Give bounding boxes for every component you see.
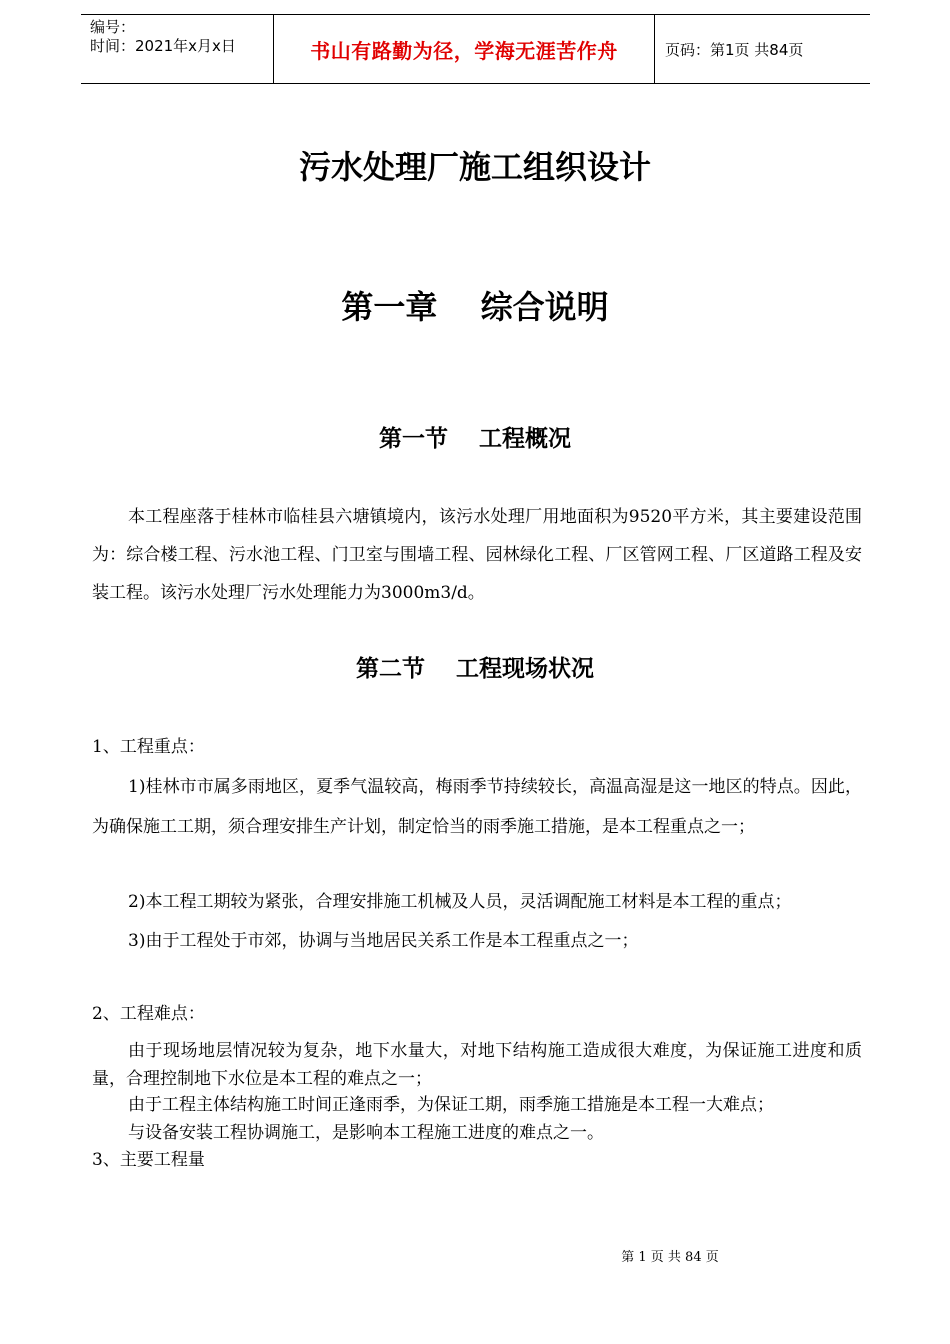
section-1-title: 第一节 工程概况 <box>378 425 571 452</box>
header-page-info: 页码：第1页 共84页 <box>665 40 804 59</box>
document-time-label: 时间：2021年x月x日 <box>90 37 236 55</box>
header-motto-cell <box>274 15 655 83</box>
key-point-1: 1)桂林市市属多雨地区，夏季气温较高，梅雨季节持续较长，高温高湿是这一地区的特点。因此，为确保施工工期，须合理安排生产计划，制定恰当的雨季施工措施，是本工程重点之一； <box>92 777 862 837</box>
document-title: 污水处理厂施工组织设计 <box>298 148 651 186</box>
key-point-2: 2)本工程工期较为紧张，合理安排施工机械及人员，灵活调配施工材料是本工程的重点； <box>128 892 792 912</box>
difficulty-1: 由于现场地层情况较为复杂，地下水量大，对地下结构施工造成很大难度，为保证施工进度和质量，合理控制地下水位是本工程的难点之一； <box>92 1041 862 1089</box>
difficulty-2: 由于工程主体结构施工时间正逢雨季，为保证工期，雨季施工措施是本工程一大难点； <box>128 1095 774 1115</box>
header-table <box>81 14 870 84</box>
document-number-label: 编号： <box>90 18 136 36</box>
difficulties-heading: 2、工程难点： <box>92 1004 205 1024</box>
page-footer: 第 1 页 共 84 页 <box>621 1250 719 1265</box>
motto-text: 书山有路勤为径，学海无涯苦作舟 <box>310 38 618 63</box>
difficulty-3: 与设备安装工程协调施工，是影响本工程施工进度的难点之一。 <box>128 1123 604 1143</box>
key-point-3: 3)由于工程处于市郊，协调与当地居民关系工作是本工程重点之一； <box>128 931 639 951</box>
header-page-cell <box>655 15 870 83</box>
chapter-title: 第一章 综合说明 <box>341 288 609 326</box>
project-overview-paragraph: 本工程座落于桂林市临桂县六塘镇境内，该污水处理厂用地面积为9520平方米，其主要建设范围为：综合楼工程、污水池工程、门卫室与围墙工程、园林绿化工程、厂区管网工程、厂区道路工程及安装工程。该污水处理厂污水处理能力为3000m3/d。 <box>92 507 862 603</box>
section-2-title: 第二节 工程现场状况 <box>355 655 594 682</box>
key-points-heading: 1、工程重点： <box>92 737 205 757</box>
quantities-heading: 3、主要工程量 <box>92 1150 205 1170</box>
header-meta-cell <box>81 15 274 83</box>
